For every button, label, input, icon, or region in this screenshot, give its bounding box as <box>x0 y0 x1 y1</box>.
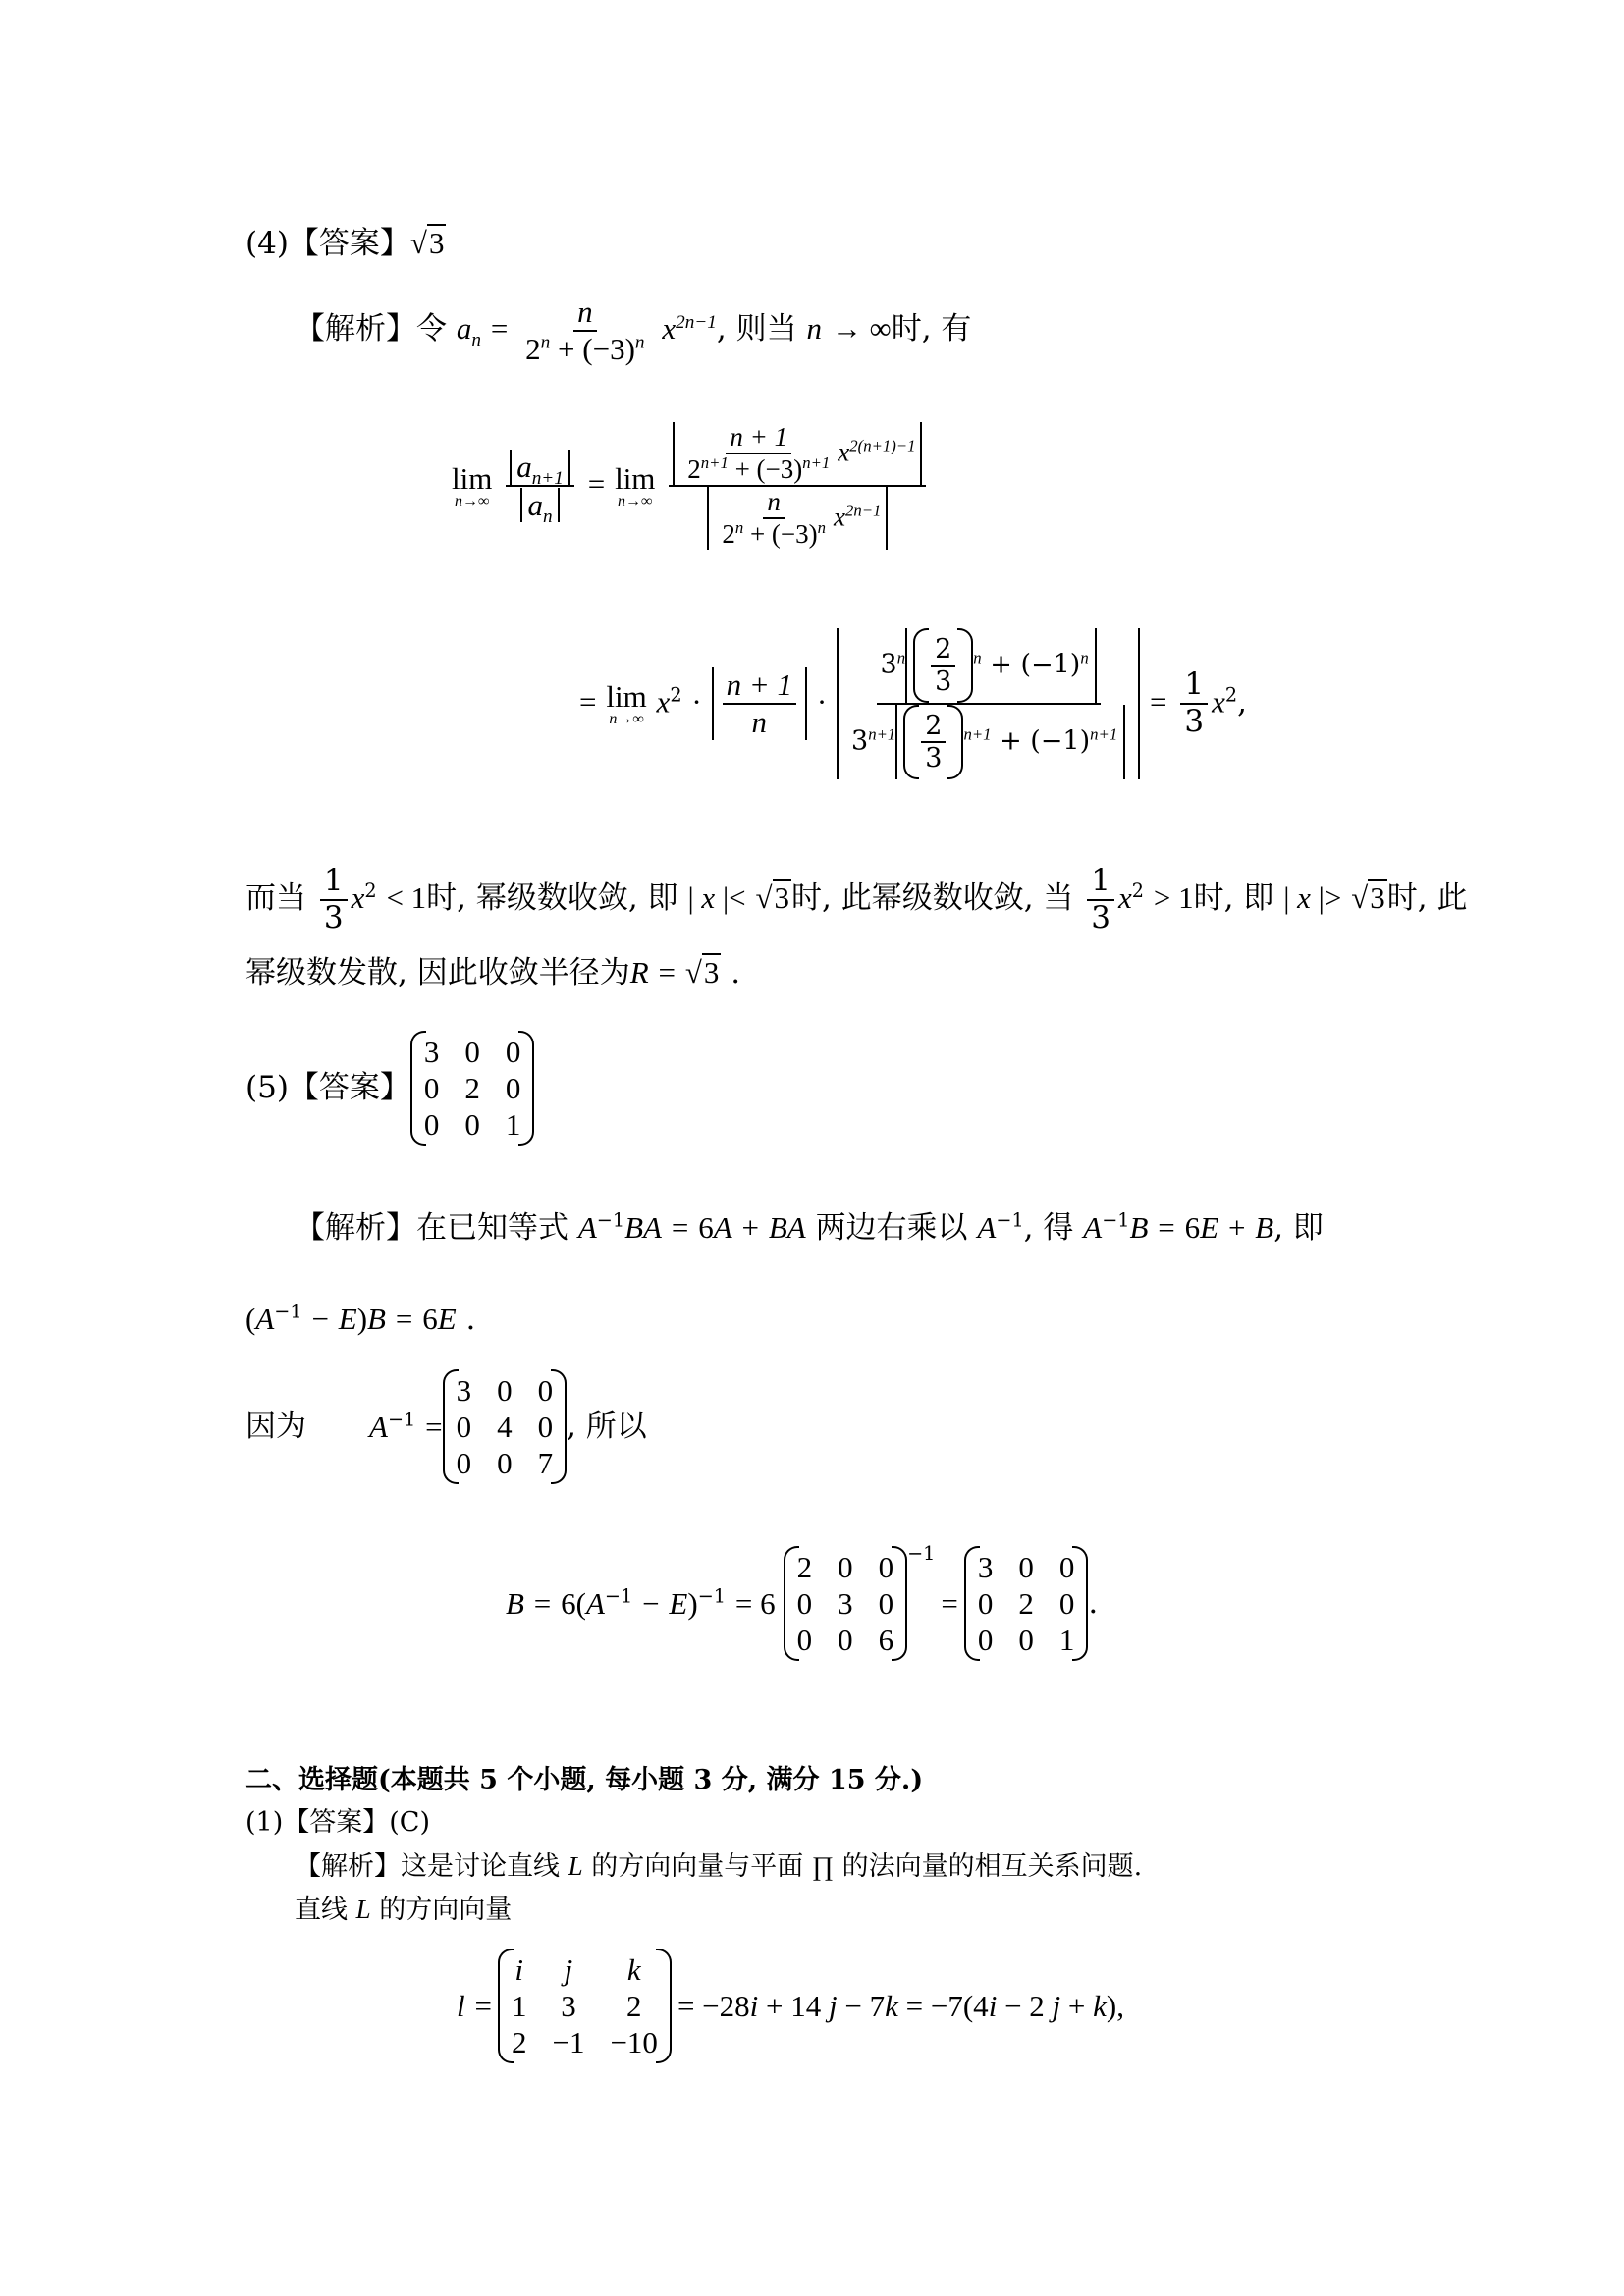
q4-conclusion-3: 时, 此幂级数收敛, 当 <box>791 881 1074 917</box>
q5-answer-line <box>245 1031 534 1146</box>
section2-title: 二、选择题(本题共 5 个小题, 每小题 3 分, 满分 15 分.) <box>245 1765 924 1795</box>
section2-det-line: l = i j k 1 3 2 2 −1 −10 = −28i + 14 j − 7k = −7(4i − 2 j + k), <box>457 1949 1124 2063</box>
q4-conclusion-line: 而当 $\frac{1}{3}$ $x^2 < 1$时, 幂级数收敛, 即 | x |< √3时, 此幂级数收敛, 当 $\frac{1}{3}$ $x^2 > 1$时, 即 | x |> √3时, 此 <box>245 863 1468 935</box>
q5-result-matrix: 3 0 0 0 2 0 0 0 1 <box>964 1546 1089 1661</box>
section2-q1-dir-line: 直线 L 的方向向量 <box>295 1895 513 1925</box>
q4-label: (4)【答案】 <box>245 226 410 261</box>
section2-q1-label: (1)【答案】(C) <box>245 1807 430 1838</box>
q4-limit-simplified: = lim n→∞ $x^2$ · $\frac{n + 1}{n}$ · 3$^n$ $\frac{2}{3}$ $^n + (-1)^n$ $3^{n+1}$ $\frac{2}{3}$ $^{n+1} + (-1)^{n+1}$ = $\frac{1}{3}$ $x^2$, <box>579 628 1247 779</box>
q5-ainv-matrix: 3 0 0 0 4 0 0 0 7 <box>443 1369 568 1484</box>
section2-q1-dir-b: 的方向向量 <box>379 1895 513 1925</box>
q5-equation-line: $(A^{-1} - E)B = 6E$ . <box>245 1300 476 1337</box>
q4-then-text: , 则当 <box>716 311 797 347</box>
q4-when-text: 时, 有 <box>891 311 972 347</box>
q5-analysis-2: 两边右乘以 <box>815 1210 968 1246</box>
q5-analysis-3: , 得 <box>1023 1210 1074 1246</box>
q5-label: (5)【答案】 <box>245 1070 410 1105</box>
q4-conclusion-6: 幂级数发散, 因此收敛半径为 <box>245 955 630 990</box>
q5-mid-matrix: 2 0 0 0 3 0 0 0 6 <box>784 1546 908 1661</box>
section2-q1-analysis-b: 的方向向量与平面 <box>591 1851 804 1882</box>
q4-conclusion-4: 时, 即 <box>1193 881 1274 917</box>
q4-conclusion-2: 时, 幂级数收敛, 即 <box>426 881 678 917</box>
q5-therefore: , 所以 <box>567 1409 647 1444</box>
section2-q1-analysis-c: 的法向量的相互关系问题. <box>841 1851 1143 1882</box>
section2-q1-dir: 直线 <box>295 1895 348 1925</box>
q5-analysis-4: , 即 <box>1273 1210 1324 1246</box>
section2-det-matrix: i j k 1 3 2 2 −1 −10 <box>498 1949 672 2063</box>
q5-result-line: $B = 6(A^{-1} - E)^{-1} = 6$ 2 0 0 0 3 0 0 0 6 −1 = 3 0 0 0 2 0 0 0 1 . <box>506 1546 1098 1661</box>
q5-analysis-line: 【解析】在已知等式 $A^{-1}BA = 6A$ + BA 两边右乘以 $A^{-1}$, 得 $A^{-1}B = 6E + B$, 即 <box>295 1208 1324 1246</box>
q4-radius-line: 幂级数发散, 因此收敛半径为R = √3 . <box>245 955 741 990</box>
q4-analysis-line: 【解析】令 $a_n$ = $\frac{n}{2^n + (-3)^n}$ $x^{2n-1}$, 则当 n → ∞时, 有 <box>295 294 972 366</box>
section2-q1-analysis-line: 【解析】这是讨论直线 L 的方向向量与平面 ∏ 的法向量的相互关系问题. <box>295 1851 1143 1882</box>
q4-analysis-intro: 【解析】令 <box>295 311 447 347</box>
q4-answer: √3 <box>409 226 445 260</box>
q4-conclusion-1: 而当 <box>245 881 306 917</box>
q4-conclusion-5: 时, 此 <box>1386 881 1468 917</box>
q5-answer-matrix: 3 0 0 0 2 0 0 0 1 <box>410 1031 535 1146</box>
section2-q1-analysis: 【解析】这是讨论直线 <box>295 1851 560 1882</box>
q4-answer-line <box>245 228 446 259</box>
q5-because-line: 因为 $A^{-1}$ = 3 0 0 0 4 0 0 0 7 , 所以 <box>245 1369 647 1484</box>
q5-because: 因为 <box>245 1409 306 1444</box>
q4-limit-ratio: lim n→∞ $\frac{a_{n+1}}{a_n}$ = lim n→∞ $\frac{n + 1}{2^{n+1} + (-3)^{n+1}}$ $x^{2(n+1)-1}$ $\frac{n}{2^n + (-3)^n}$ $x^{2n-1}$ <box>452 422 930 550</box>
q5-analysis-1: 【解析】在已知等式 <box>295 1210 568 1246</box>
